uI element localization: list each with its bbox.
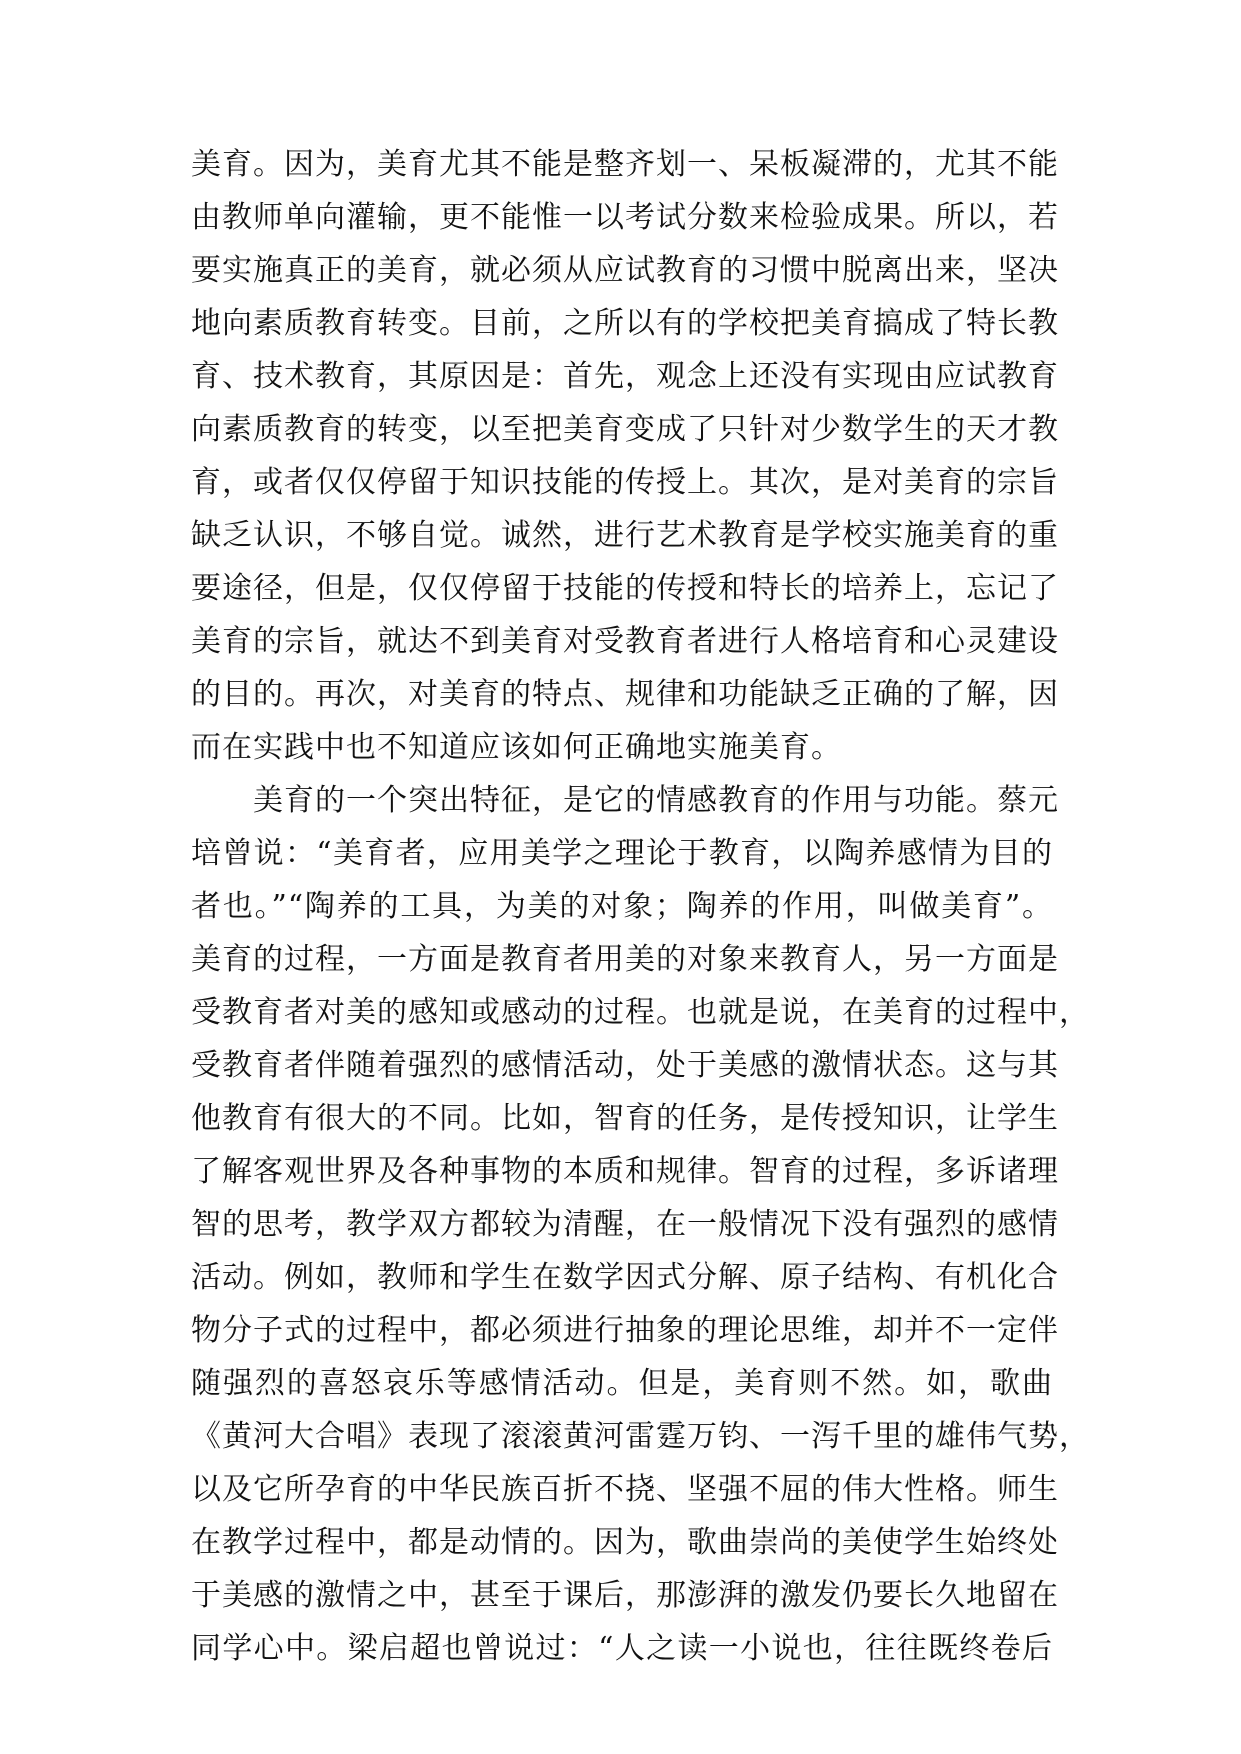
text-line: 《黄河大合唱》表现了滚滚黄河雷霆万钧、一泻千里的雄伟气势，	[191, 1419, 1090, 1454]
text-line: 育，或者仅仅停留于知识技能的传授上。其次，是对美育的宗旨	[191, 465, 1059, 500]
text-line: 随强烈的喜怒哀乐等感情活动。但是，美育则不然。如，歌曲	[191, 1366, 1053, 1401]
text-line: 以及它所孕育的中华民族百折不挠、坚强不屈的伟大性格。师生	[191, 1472, 1059, 1507]
text-line: 的目的。再次，对美育的特点、规律和功能缺乏正确的了解，因	[191, 677, 1059, 712]
paragraph-end-line: 而在实践中也不知道应该如何正确地实施美育。	[191, 730, 842, 765]
body-text	[191, 138, 1090, 1675]
text-line: 要途径，但是，仅仅停留于技能的传授和特长的培养上，忘记了	[191, 571, 1059, 606]
text-line: 缺乏认识，不够自觉。诚然，进行艺术教育是学校实施美育的重	[191, 518, 1059, 553]
text-line: 同学心中。梁启超也曾说过：“人之读一小说也，往往既终卷后	[191, 1631, 1053, 1666]
text-line: 美育的宗旨，就达不到美育对受教育者进行人格培育和心灵建设	[191, 624, 1059, 659]
text-line: 美育的过程，一方面是教育者用美的对象来教育人，另一方面是	[191, 942, 1059, 977]
text-line: 于美感的激情之中，甚至于课后，那澎湃的激发仍要长久地留在	[191, 1578, 1059, 1613]
text-line: 受教育者对美的感知或感动的过程。也就是说，在美育的过程中，	[191, 995, 1090, 1030]
text-line: 培曾说：“美育者，应用美学之理论于教育，以陶养感情为目的	[191, 836, 1053, 871]
text-line: 美育。因为，美育尤其不能是整齐划一、呆板凝滞的，尤其不能	[191, 147, 1059, 182]
text-line: 在教学过程中，都是动情的。因为，歌曲崇尚的美使学生始终处	[191, 1525, 1059, 1560]
paragraph-start-line: 美育的一个突出特征，是它的情感教育的作用与功能。蔡元	[253, 783, 1059, 818]
text-line: 向素质教育的转变，以至把美育变成了只针对少数学生的天才教	[191, 412, 1059, 447]
text-line: 受教育者伴随着强烈的感情活动，处于美感的激情状态。这与其	[191, 1048, 1059, 1083]
text-line: 物分子式的过程中，都必须进行抽象的理论思维，却并不一定伴	[191, 1313, 1059, 1348]
text-line: 地向素质教育转变。目前，之所以有的学校把美育搞成了特长教	[191, 306, 1059, 341]
text-line: 由教师单向灌输，更不能惟一以考试分数来检验成果。所以，若	[191, 200, 1059, 235]
text-line: 了解客观世界及各种事物的本质和规律。智育的过程，多诉诸理	[191, 1154, 1059, 1189]
text-line: 者也。”“陶养的工具，为美的对象；陶养的作用，叫做美育”。	[191, 889, 1053, 924]
text-line: 智的思考，教学双方都较为清醒，在一般情况下没有强烈的感情	[191, 1207, 1059, 1242]
text-line: 要实施真正的美育，就必须从应试教育的习惯中脱离出来，坚决	[191, 253, 1059, 288]
text-line: 他教育有很大的不同。比如，智育的任务，是传授知识，让学生	[191, 1101, 1059, 1136]
text-line: 活动。例如，教师和学生在数学因式分解、原子结构、有机化合	[191, 1260, 1059, 1295]
text-line: 育、技术教育，其原因是：首先，观念上还没有实现由应试教育	[191, 359, 1059, 394]
